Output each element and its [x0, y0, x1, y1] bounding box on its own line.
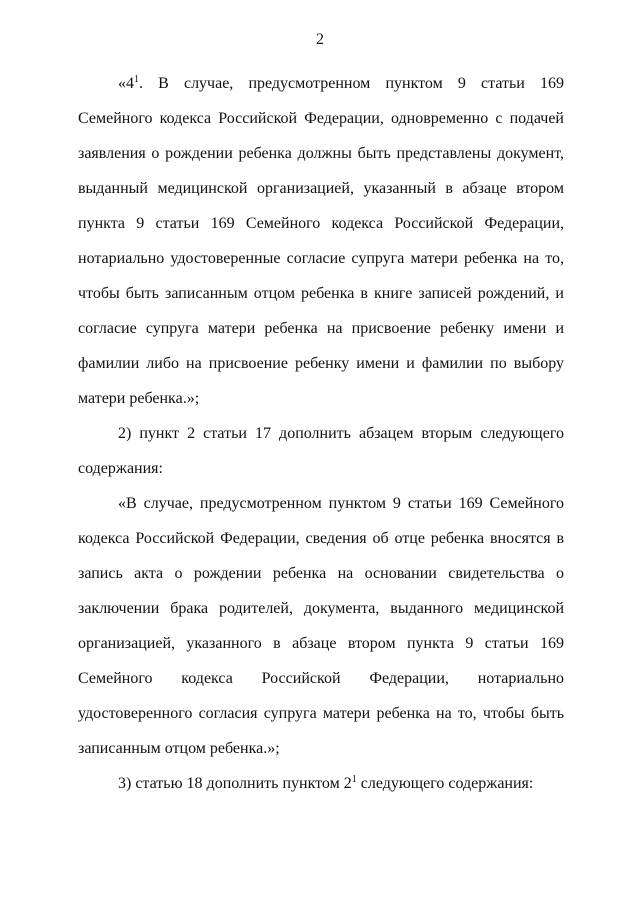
paragraph-item-2-insert: «В случае, предусмотренном пунктом 9 статьи 169 Семейного кодекса Российской Федерации, сведения об отце ребенка вносятся в запись акта о рождении ребенка на основании свидетельства о заключении брака родителей, документа, выданного медицинской организацией, указанного в абзаце втором пункта 9 статьи 169 Семейного кодекса Российской Федерации, нотариально удостоверенного согласия супруга матери ребенка на то, чтобы быть записанным отцом ребенка.»;: [78, 495, 564, 757]
page-number: 2: [316, 31, 324, 48]
paragraph-text: следующего содержания:: [356, 775, 534, 792]
paragraph-4-1-insert: [78, 66, 564, 416]
superscript-mark: 1: [134, 74, 139, 85]
paragraph-item-2: 2) пункт 2 статьи 17 дополнить абзацем вторым следующего содержания:: [78, 425, 564, 477]
paragraph-prefix: 3) статью 18 дополнить пунктом 2: [118, 775, 352, 792]
paragraph-text: . В случае, предусмотренном пунктом 9 статьи 169 Семейного кодекса Российской Федерации, одновременно с подачей заявления о рождении ребенка должны быть представлены документ, выданный медицинской организацией, указанный в абзаце втором пункта 9 статьи 169 Семейного кодекса Российской Федерации, нотариально удостоверенные согласие супруга матери ребенка на то, чтобы быть записанным отцом ребенка в книге записей рождений, и согласие супруга матери ребенка на присвоение ребенку имени и фамилии либо на присвоение ребенку имени и фамилии по выбору матери ребенка.»;: [78, 75, 564, 407]
document-body: [78, 66, 564, 801]
paragraph-prefix: «4: [118, 75, 134, 92]
paragraph-item-3: [78, 766, 564, 801]
superscript-mark: 1: [351, 774, 357, 785]
